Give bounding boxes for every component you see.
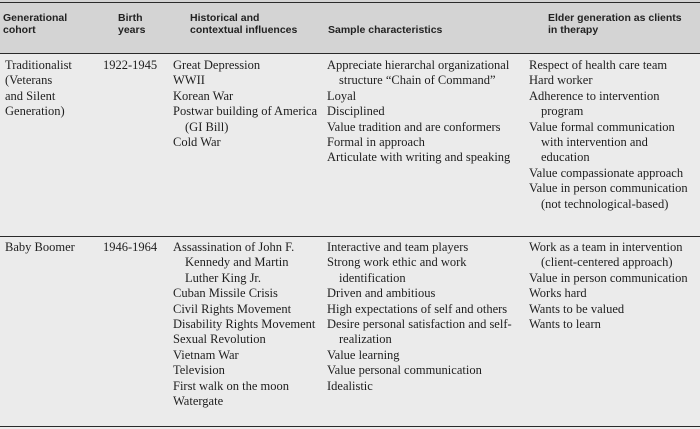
row-traditionalist-characteristics	[327, 58, 512, 166]
list-item: Adherence to intervention program	[529, 88, 660, 119]
list-item: Formal in approach	[327, 135, 425, 150]
list-item: Respect of health care team	[529, 58, 668, 72]
list-item: Civil Rights Movement	[173, 301, 292, 316]
list-item: Articulate with writing and speaking	[327, 150, 511, 165]
list-item: Interactive and team players	[327, 240, 469, 254]
row-baby-boomer-birth-years: 1946-1964	[103, 240, 158, 254]
list-item: Postwar building of America (GI Bill)	[173, 104, 318, 134]
list-item: Television	[173, 363, 225, 378]
bottom-rule	[0, 426, 700, 427]
list-item: Assassination of John F. Kennedy and Martin Luther King Jr.	[173, 240, 295, 285]
header-rule	[0, 53, 700, 54]
list-item: Cuban Missile Crisis	[173, 286, 278, 301]
header-influences: Historical and contextual influences	[190, 12, 298, 36]
row-traditionalist-influences	[173, 58, 323, 150]
list-item: Value in person communication	[529, 270, 688, 285]
row-baby-boomer-cohort: Baby Boomer	[5, 240, 75, 254]
list-item: Driven and ambitious	[327, 286, 436, 301]
list-item: Hard worker	[529, 73, 593, 88]
row-baby-boomer-influences	[173, 240, 323, 409]
list-item: Work as a team in intervention (client-centered approach)	[529, 240, 683, 270]
list-item: Disciplined	[327, 104, 385, 119]
list-item: Wants to be valued	[529, 301, 625, 316]
header-cohort: Generational cohort	[3, 12, 68, 36]
list-item: Value tradition and are conformers	[327, 119, 501, 134]
row-baby-boomer-elder-clients	[529, 240, 689, 332]
list-item: High expectations of self and others	[327, 301, 508, 316]
row-traditionalist-cohort: Traditionalist (Veterans and Silent Generation)	[5, 58, 72, 119]
list-item: Works hard	[529, 286, 587, 301]
row-traditionalist-elder-clients	[529, 58, 699, 212]
row-traditionalist-birth-years: 1922-1945	[103, 58, 158, 72]
row-divider	[0, 236, 700, 237]
list-item: Disability Rights Movement	[173, 317, 316, 332]
list-item: Sexual Revolution	[173, 332, 266, 347]
list-item: Value learning	[327, 347, 400, 362]
list-item: Cold War	[173, 135, 221, 150]
list-item: Appreciate hierarchal organizational structure “Chain of Command”	[327, 58, 510, 88]
list-item: WWII	[173, 73, 205, 88]
list-item: Loyal	[327, 88, 357, 103]
header-elder-clients: Elder generation as clients in therapy	[548, 12, 682, 36]
list-item: Value compassionate approach	[529, 165, 684, 180]
list-item: Desire personal satisfaction and self-realization	[327, 317, 512, 347]
list-item: Value in person communication (not technological-based)	[529, 181, 688, 211]
row-baby-boomer-characteristics	[327, 240, 512, 394]
list-item: Vietnam War	[173, 347, 239, 362]
list-item: Strong work ethic and work identification	[327, 255, 467, 285]
header-characteristics: Sample characteristics	[328, 24, 443, 36]
list-item: First walk on the moon	[173, 378, 289, 393]
header-birth-years: Birth years	[118, 12, 146, 36]
list-item: Korean War	[173, 88, 234, 103]
list-item: Value formal communication with intervention and education	[529, 119, 675, 165]
top-rule	[0, 2, 700, 3]
list-item: Wants to learn	[529, 317, 601, 332]
list-item: Watergate	[173, 394, 224, 409]
list-item: Value personal communication	[327, 363, 482, 378]
list-item: Great Depression	[173, 58, 261, 72]
list-item: Idealistic	[327, 378, 373, 393]
